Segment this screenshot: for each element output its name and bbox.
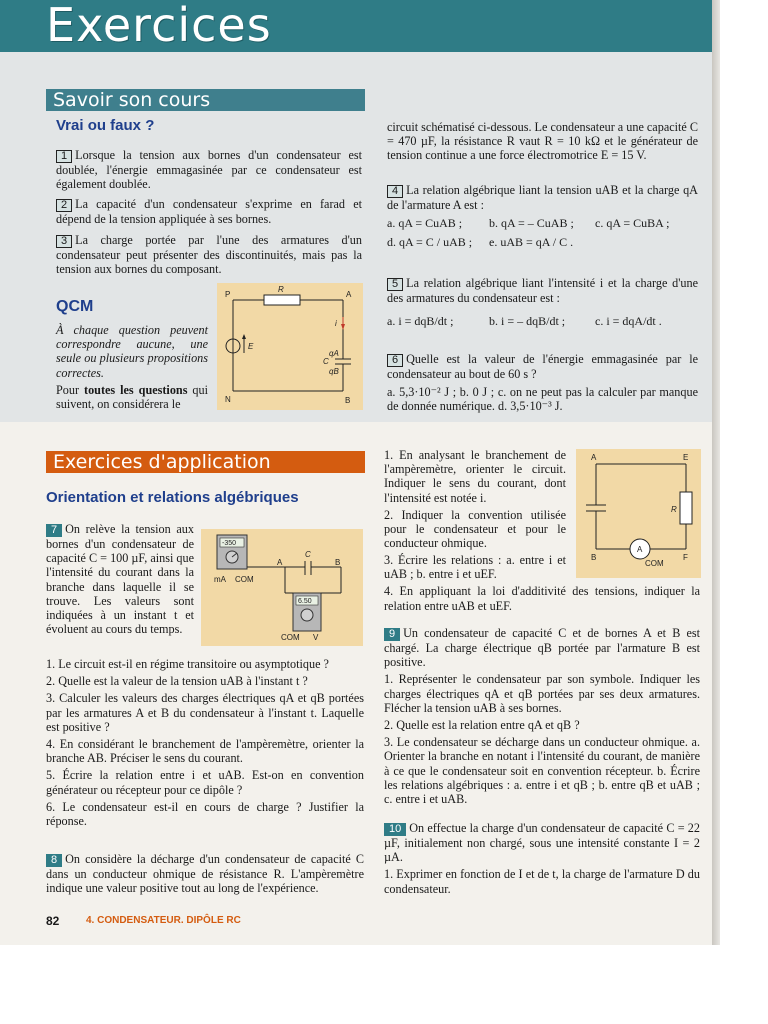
question-number: 9 [384,628,400,641]
question-8-item: 4. En appliquant la loi d'additivité des tensions, indiquer la relation entre uAB et uEF. [384,584,700,613]
section-subtitle: Orientation et relations algébriques [46,489,299,506]
question-text: La capacité d'un condensateur s'exprime en farad et dépend de la tension appliquée à ses bornes. [56,197,362,227]
label-f: F [683,553,688,562]
question-number: 4 [387,185,403,198]
label-b: B [591,553,597,562]
chapter-title: 4. CONDENSATEUR. DIPÔLE RC [86,915,241,926]
qcm-pour-text: Pour [56,382,85,397]
question-text: La relation algébrique liant l'intensité i et la charge d'une des armatures du condensateur est : [387,276,698,305]
question-5 [387,276,698,308]
question-7-item: 1. Le circuit est-il en régime transitoire ou asymptotique ? [46,657,329,671]
question-7-intro [46,522,194,639]
meters-svg [201,529,363,646]
question-9-item: 1. Représenter le condensateur par son symbole. Indiquer les charges électriques qA et qB portées par ses deux armatures. Flécher la tension uAB à ses bornes. [384,672,700,715]
question-4 [387,183,698,215]
question-text: Quelle est la valeur de l'énergie emmagasinée par le condensateur au bout de 60 s ? [387,352,698,381]
question-text: Lorsque la tension aux bornes d'un condensateur est doublée, l'énergie emmagasinée par ce condensateur est également doublée. [56,148,362,192]
question-number: 5 [387,278,403,291]
question-text: On effectue la charge d'un condensateur de capacité C = 22 µF, initialement non chargé, sous une intensité constante I = 2 µA. [384,821,700,865]
question-8-item: 2. Indiquer la convention utilisée pour le condensateur et pour le conducteur ohmique. [384,507,566,551]
question-7-item: 5. Écrire la relation entre i et uAB. Est-on en convention générateur ou récepteur pour ce dipôle ? [46,768,364,797]
question-8-items-a [384,448,566,553]
label-i: i [335,319,337,328]
question-7-item: 6. Le condensateur est-il en cours de charge ? Justifier la réponse. [46,799,364,829]
label-r: R [671,505,677,514]
circuit-diagram-rc [217,283,363,410]
question-8-item: 3. Écrire les relations : a. entre i et uAB ; b. entre i et uEF. [384,553,566,582]
vrai-ou-faux-title: Vrai ou faux ? [56,117,155,134]
label-qb: qB [329,367,339,376]
question-7-item: 4. En considérant le branchement de l'ampèremètre, orienter la branche AB. Préciser le sens du courant. [46,737,364,766]
question-number: 7 [46,524,62,537]
label-e: E [248,342,254,351]
label-ma: mA [214,575,226,584]
question-9-item: 3. Le condensateur se décharge dans un conducteur ohmique. a. Orienter la branche en notant i l'intensité du courant, de manière à ce que le condensateur soit en convention récepteur. b. Écrire les relations algébriques : a. entre i et qB ; b. entre qB et uAB ; c. entre i et uAB. [384,735,700,807]
label-a: A [591,453,597,462]
option-a: a. qA = CuAB ; [387,216,463,230]
qcm-pour-rest: qui suivent, on considérera le [56,382,208,412]
question-4-options [387,215,698,255]
label-ammeter: A [637,545,643,554]
question-text: La relation algébrique liant la tension uAB et la charge qA de l'armature A est : [387,183,698,212]
section-header-savoir: Savoir son cours [46,89,365,111]
question-8-intro [46,852,364,898]
question-number: 10 [384,823,406,836]
page-title: Exercices [46,0,272,52]
label-p: P [225,290,231,299]
question-1 [56,148,362,191]
page-edge [712,0,720,945]
qcm-intro [56,323,208,414]
label-com-ammeter: COM [235,575,254,584]
question-7-item: 2. Quelle est la valeur de la tension uAB à l'instant t ? [46,674,308,689]
option-e: e. uAB = qA / C . [489,235,574,249]
section-header-application: Exercices d'application [46,451,365,473]
question-9 [384,626,700,809]
circuit-description: circuit schématisé ci-dessous. Le condensateur a une capacité C = 470 µF, la résistance R vaut R = 10 kΩ et le générateur de tension continue a une force électromotrice E = 15 V. [387,120,698,163]
question-number: 1 [56,150,72,163]
question-10 [384,821,700,899]
option-c: c. i = dqA/dt . [595,314,662,328]
question-text: Un condensateur de capacité C et de bornes A et B est chargé. La charge électrique qB portée par l'armature B est positive. [384,626,700,670]
qcm-title: QCM [56,298,94,315]
question-6-options: a. 5,3·10⁻² J ; b. 0 J ; c. on ne peut pas la calculer par manque de donnée numérique. d. 3,5·10⁻³ J. [387,385,698,414]
option-a: a. i = dqB/dt ; [387,314,454,328]
question-9-item: 2. Quelle est la relation entre qA et qB ? [384,718,580,733]
label-com: COM [645,559,664,568]
qcm-context [387,120,698,166]
option-b: b. qA = – CuAB ; [489,216,574,230]
question-number: 6 [387,354,403,367]
question-number: 3 [56,235,72,248]
ammeter-display: -350 [222,540,237,547]
option-b: b. i = – dqB/dt ; [489,314,566,328]
label-b: B [345,396,351,405]
question-7-item: 3. Calculer les valeurs des charges électriques qA et qB portées par les armatures A et B du condensateur à l'instant t. Laquelle est positive ? [46,691,364,734]
question-number: 2 [56,199,72,212]
label-r: R [278,285,284,294]
qcm-instruction: À chaque question peuvent correspondre aucune, une seule ou plusieurs propositions correctes. [56,323,208,380]
label-com-voltmeter: COM [281,633,300,642]
question-text: La charge portée par l'une des armatures d'un condensateur peut présenter des discontinuités, mais pas la tension aux bornes du composant. [56,232,362,276]
question-5-options [387,313,698,333]
question-2 [56,197,362,226]
question-8-item: 1. En analysant le branchement de l'ampèremètre, orienter le circuit. Indiquer le sens du courant, dont l'intensité est notée i. [384,448,566,505]
label-e: E [683,453,689,462]
qcm-pour [56,383,208,411]
label-c: C [323,357,329,366]
page-number: 82 [46,914,60,928]
question-6 [387,352,698,417]
discharge-svg [576,449,701,578]
circuit-diagram-discharge [576,449,701,578]
label-a: A [277,558,283,567]
label-c: C [305,550,311,559]
option-c: c. qA = CuBA ; [595,216,670,230]
question-text: On relève la tension aux bornes d'un condensateur de capacité C = 100 µF, ainsi que l'intensité du courant dans la branche dans laquelle il se trouve. Les valeurs sont indiquées à un instant t et évoluent au cours du temps. [46,522,194,637]
label-a: A [346,290,352,299]
question-number: 8 [46,854,62,867]
circuit-svg [217,283,363,410]
circuit-diagram-meters [201,529,363,646]
question-10-item: 1. Exprimer en fonction de I et de t, la charge de l'armature D du condensateur. [384,867,700,896]
label-qa: qA [329,349,339,358]
question-text: On considère la décharge d'un condensateur de capacité C dans un conducteur ohmique de résistance R. L'ampèremètre indique une valeur positive tout au long de l'expérience. [46,852,364,896]
label-b: B [335,558,341,567]
vrai-faux-questions [56,148,362,279]
title-banner [0,0,712,52]
option-d: d. qA = C / uAB ; [387,235,473,249]
question-3 [56,233,362,276]
voltmeter-display: 6.50 [298,598,312,605]
label-v: V [313,633,319,642]
question-7-items [46,657,364,831]
label-n: N [225,395,231,404]
qcm-pour-bold: toutes les questions [84,382,188,397]
